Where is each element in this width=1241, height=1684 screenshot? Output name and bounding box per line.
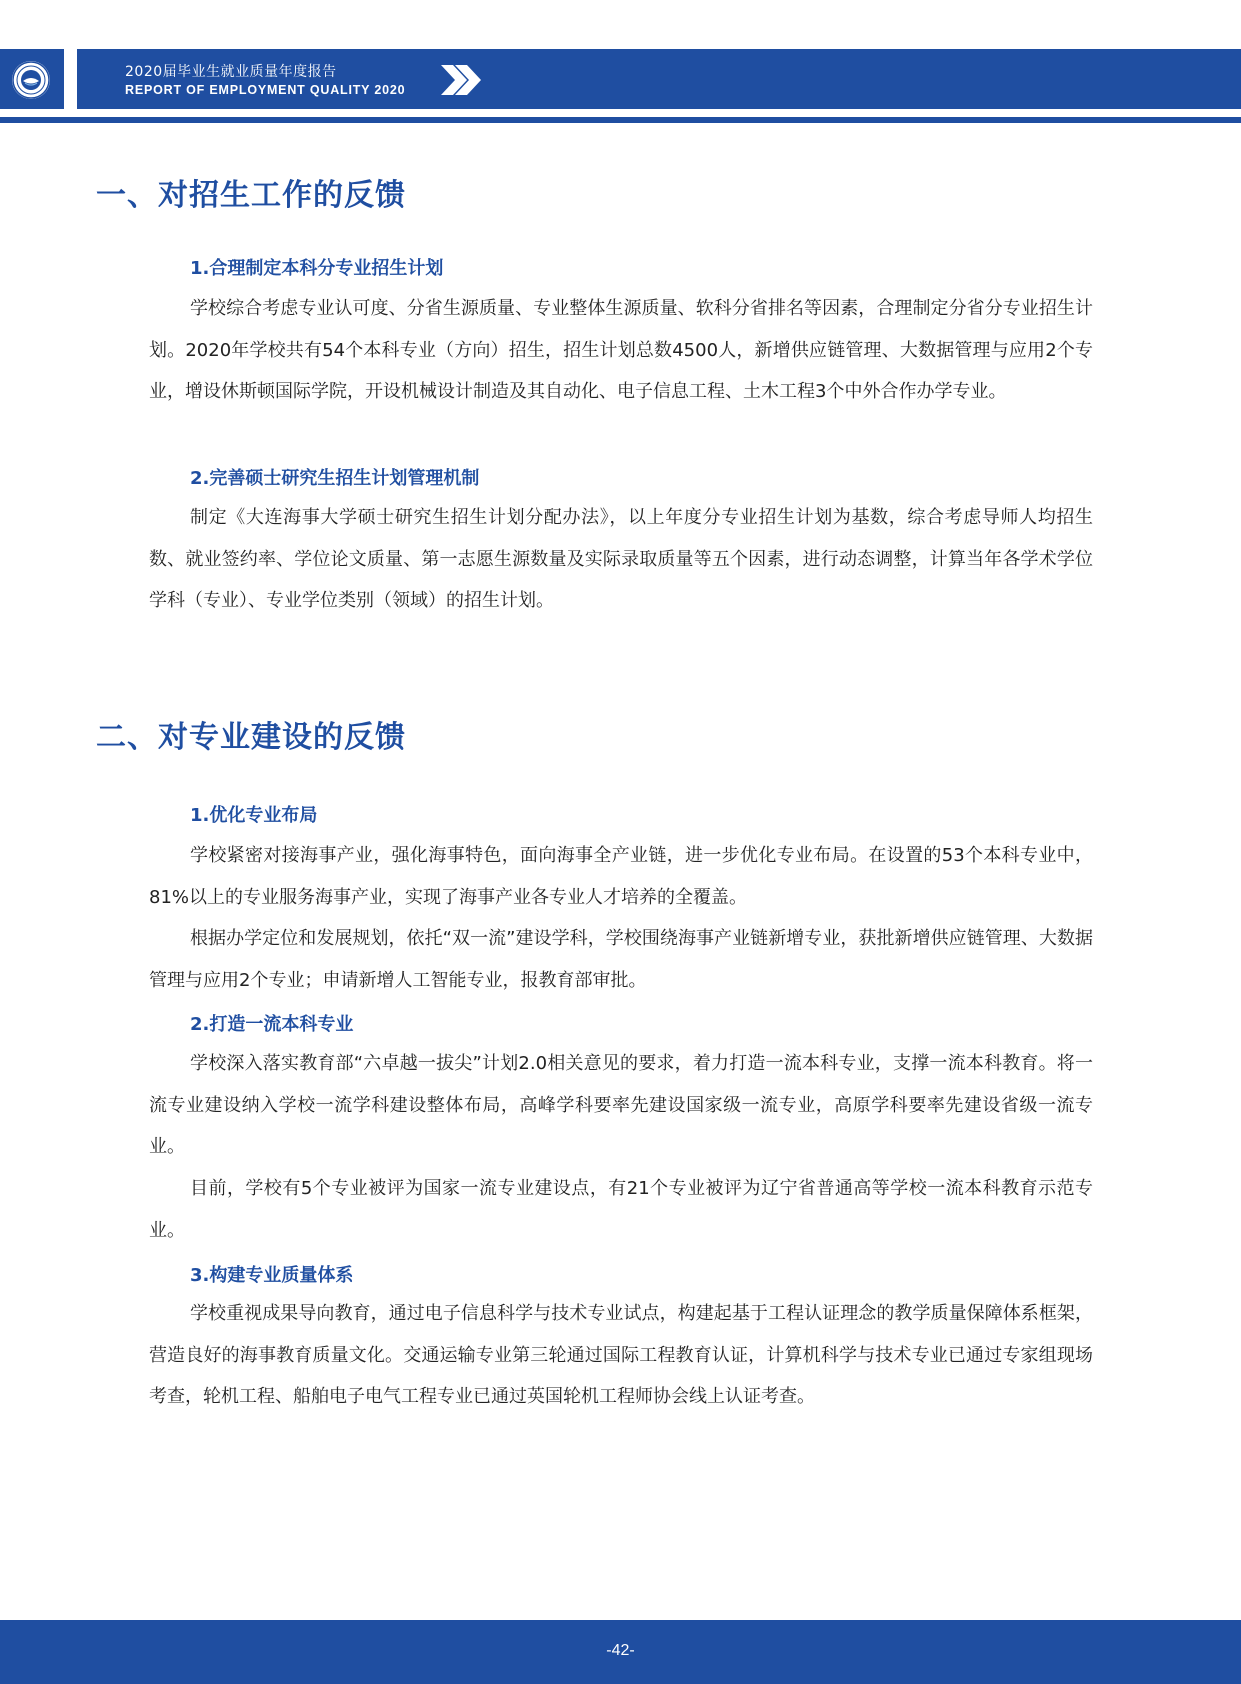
header-logo-box xyxy=(0,49,64,109)
paragraph: 根据办学定位和发展规划，依托“双一流”建设学科，学校围绕海事产业链新增专业，获批新增供应链管理、大数据管理与应用2个专业；申请新增人工智能专业，报教育部审批。 xyxy=(149,928,1093,991)
section-heading-admissions: 一、对招生工作的反馈 xyxy=(96,178,406,213)
paragraph: 学校深入落实教育部“六卓越一拔尖”计划2.0相关意见的要求，着力打造一流本科专业，支撑一流本科教育。将一流专业建设纳入学校一流学科建设整体布局，高峰学科要率先建设国家级一流专业，高原学科要率先建设省级一流专业。 xyxy=(149,1053,1093,1157)
page-number: -42- xyxy=(606,1642,635,1659)
paragraph: 学校紧密对接海事产业，强化海事特色，面向海事全产业链，进一步优化专业布局。在设置的53个本科专业中，81%以上的专业服务海事产业，实现了海事产业各专业人才培养的全覆盖。 xyxy=(149,845,1093,908)
header-rule xyxy=(0,117,1241,123)
subsection-title: 1.优化专业布局 xyxy=(190,805,318,826)
report-title-en: REPORT OF EMPLOYMENT QUALITY 2020 xyxy=(125,83,406,97)
university-seal-logo xyxy=(12,61,50,99)
paragraph: 制定《大连海事大学硕士研究生招生计划分配办法》，以上年度分专业招生计划为基数，综合考虑导师人均招生数、就业签约率、学位论文质量、第一志愿生源数量及实际录取质量等五个因素，进行动态调整，计算当年各学术学位学科（专业）、专业学位类别（领域）的招生计划。 xyxy=(149,507,1093,611)
footer-bar xyxy=(0,1620,1241,1684)
subsection-title: 3.构建专业质量体系 xyxy=(190,1265,354,1286)
paragraph: 学校重视成果导向教育，通过电子信息科学与技术专业试点，构建起基于工程认证理念的教学质量保障体系框架，营造良好的海事教育质量文化。交通运输专业第三轮通过国际工程教育认证，计算机科学与技术专业已通过专家组现场考查，轮机工程、船舶电子电气工程专业已通过英国轮机工程师协会线上认证考查。 xyxy=(149,1303,1093,1407)
subsection-title: 2.打造一流本科专业 xyxy=(190,1014,354,1035)
section-heading-programs: 二、对专业建设的反馈 xyxy=(96,720,406,755)
paragraph: 学校综合考虑专业认可度、分省生源质量、专业整体生源质量、软科分省排名等因素，合理制定分省分专业招生计划。2020年学校共有54个本科专业（方向）招生，招生计划总数4500人，新增供应链管理、大数据管理与应用2个专业，增设休斯顿国际学院，开设机械设计制造及其自动化、电子信息工程、土木工程3个中外合作办学专业。 xyxy=(149,298,1094,402)
seal-icon xyxy=(12,61,50,99)
header-bar xyxy=(77,49,1241,109)
paragraph: 目前，学校有5个专业被评为国家一流专业建设点，有21个专业被评为辽宁省普通高等学校一流本科教育示范专业。 xyxy=(149,1178,1093,1241)
double-chevron-right-icon xyxy=(439,62,483,98)
report-title-cn: 2020届毕业生就业质量年度报告 xyxy=(125,64,337,80)
subsection-title: 1.合理制定本科分专业招生计划 xyxy=(190,258,444,279)
subsection-title: 2.完善硕士研究生招生计划管理机制 xyxy=(190,468,480,489)
